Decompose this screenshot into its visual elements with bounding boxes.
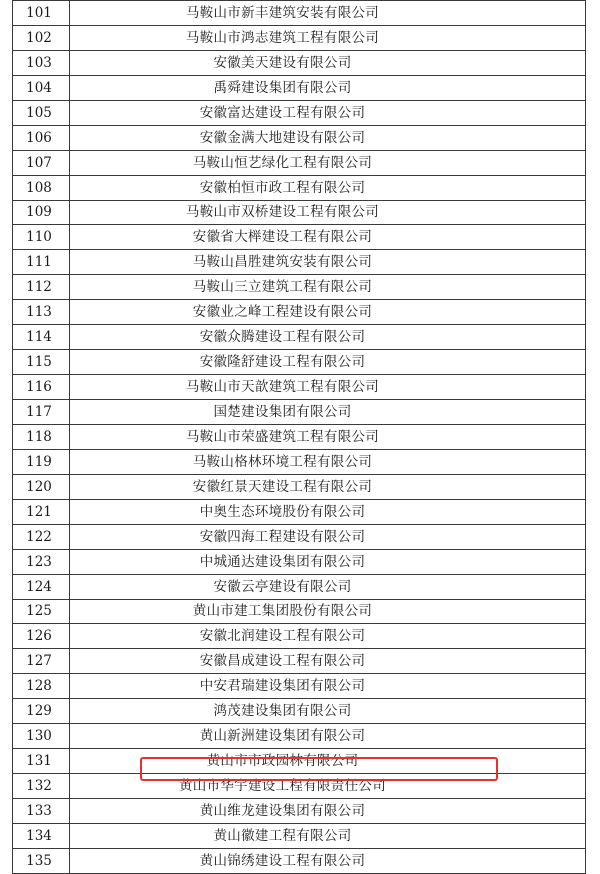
company-name-cell: 安徽四海工程建设有限公司 <box>70 524 586 549</box>
company-name-cell: 安徽柏恒市政工程有限公司 <box>70 175 586 200</box>
company-name-cell: 黄山市华宇建设工程有限责任公司 <box>70 774 586 799</box>
table-row <box>13 424 586 449</box>
company-name-cell: 安徽北润建设工程有限公司 <box>70 624 586 649</box>
table-row <box>13 250 586 275</box>
company-name-cell: 马鞍山昌胜建筑安装有限公司 <box>70 250 586 275</box>
row-number-cell: 121 <box>13 499 70 524</box>
table-row <box>13 599 586 624</box>
company-name-cell: 黄山市市政园林有限公司 <box>70 749 586 774</box>
company-name-cell: 中奥生态环境股份有限公司 <box>70 499 586 524</box>
row-number-cell: 122 <box>13 524 70 549</box>
company-list-body <box>13 1 586 874</box>
table-row <box>13 449 586 474</box>
row-number-cell: 116 <box>13 375 70 400</box>
table-row <box>13 724 586 749</box>
row-number-cell: 110 <box>13 225 70 250</box>
table-row <box>13 125 586 150</box>
company-name-cell: 黄山徽建工程有限公司 <box>70 823 586 848</box>
company-name-cell: 鸿茂建设集团有限公司 <box>70 699 586 724</box>
row-number-cell: 124 <box>13 574 70 599</box>
row-number-cell: 127 <box>13 649 70 674</box>
company-name-cell: 黄山锦绣建设工程有限公司 <box>70 848 586 873</box>
row-number-cell: 111 <box>13 250 70 275</box>
row-number-cell: 118 <box>13 424 70 449</box>
table-row <box>13 649 586 674</box>
company-name-cell: 安徽云亭建设有限公司 <box>70 574 586 599</box>
table-row <box>13 375 586 400</box>
company-name-cell: 黄山市建工集团股份有限公司 <box>70 599 586 624</box>
row-number-cell: 112 <box>13 275 70 300</box>
row-number-cell: 128 <box>13 674 70 699</box>
company-name-cell: 马鞍山市天歆建筑工程有限公司 <box>70 375 586 400</box>
row-number-cell: 114 <box>13 325 70 350</box>
table-row <box>13 400 586 425</box>
row-number-cell: 132 <box>13 774 70 799</box>
table-row <box>13 624 586 649</box>
company-name-cell: 马鞍山市双桥建设工程有限公司 <box>70 200 586 225</box>
table-row <box>13 1 586 26</box>
row-number-cell: 102 <box>13 25 70 50</box>
company-name-cell: 中城通达建设集团有限公司 <box>70 549 586 574</box>
row-number-cell: 120 <box>13 474 70 499</box>
company-name-cell: 安徽金满大地建设有限公司 <box>70 125 586 150</box>
company-name-cell: 马鞍山市鸿志建筑工程有限公司 <box>70 25 586 50</box>
company-name-cell: 安徽业之峰工程建设有限公司 <box>70 300 586 325</box>
table-row <box>13 574 586 599</box>
row-number-cell: 131 <box>13 749 70 774</box>
table-row <box>13 225 586 250</box>
row-number-cell: 126 <box>13 624 70 649</box>
company-name-cell: 安徽美天建设有限公司 <box>70 50 586 75</box>
company-name-cell: 黄山维龙建设集团有限公司 <box>70 799 586 824</box>
table-row <box>13 350 586 375</box>
row-number-cell: 135 <box>13 848 70 873</box>
company-name-cell: 安徽红景天建设工程有限公司 <box>70 474 586 499</box>
table-row <box>13 699 586 724</box>
table-row <box>13 300 586 325</box>
row-number-cell: 125 <box>13 599 70 624</box>
table-row <box>13 150 586 175</box>
row-number-cell: 103 <box>13 50 70 75</box>
row-number-cell: 105 <box>13 100 70 125</box>
company-list-table <box>12 0 586 874</box>
table-row <box>13 100 586 125</box>
table-row <box>13 325 586 350</box>
row-number-cell: 129 <box>13 699 70 724</box>
table-row <box>13 749 586 774</box>
company-name-cell: 安徽隆舒建设工程有限公司 <box>70 350 586 375</box>
row-number-cell: 101 <box>13 1 70 26</box>
row-number-cell: 134 <box>13 823 70 848</box>
table-row <box>13 50 586 75</box>
row-number-cell: 119 <box>13 449 70 474</box>
table-row <box>13 275 586 300</box>
row-number-cell: 113 <box>13 300 70 325</box>
company-name-cell: 安徽众腾建设工程有限公司 <box>70 325 586 350</box>
row-number-cell: 130 <box>13 724 70 749</box>
table-row <box>13 848 586 873</box>
company-name-cell: 安徽省大榉建设工程有限公司 <box>70 225 586 250</box>
table-row <box>13 200 586 225</box>
row-number-cell: 123 <box>13 549 70 574</box>
table-row <box>13 799 586 824</box>
company-name-cell: 安徽昌成建设工程有限公司 <box>70 649 586 674</box>
table-row <box>13 75 586 100</box>
table-row <box>13 499 586 524</box>
company-name-cell: 国楚建设集团有限公司 <box>70 400 586 425</box>
row-number-cell: 117 <box>13 400 70 425</box>
table-row <box>13 774 586 799</box>
row-number-cell: 133 <box>13 799 70 824</box>
table-row <box>13 674 586 699</box>
company-name-cell: 马鞍山市荣盛建筑工程有限公司 <box>70 424 586 449</box>
row-number-cell: 115 <box>13 350 70 375</box>
company-name-cell: 马鞍山市新丰建筑安装有限公司 <box>70 1 586 26</box>
row-number-cell: 106 <box>13 125 70 150</box>
company-name-cell: 马鞍山格林环境工程有限公司 <box>70 449 586 474</box>
company-name-cell: 安徽富达建设工程有限公司 <box>70 100 586 125</box>
table-row <box>13 524 586 549</box>
company-list-table-wrap <box>12 0 585 874</box>
company-name-cell: 黄山新洲建设集团有限公司 <box>70 724 586 749</box>
table-row <box>13 175 586 200</box>
company-name-cell: 禹舜建设集团有限公司 <box>70 75 586 100</box>
table-row <box>13 823 586 848</box>
row-number-cell: 108 <box>13 175 70 200</box>
company-name-cell: 马鞍山三立建筑工程有限公司 <box>70 275 586 300</box>
table-row <box>13 25 586 50</box>
table-row <box>13 549 586 574</box>
row-number-cell: 104 <box>13 75 70 100</box>
company-name-cell: 中安君瑞建设集团有限公司 <box>70 674 586 699</box>
row-number-cell: 107 <box>13 150 70 175</box>
row-number-cell: 109 <box>13 200 70 225</box>
table-row <box>13 474 586 499</box>
company-name-cell: 马鞍山恒艺绿化工程有限公司 <box>70 150 586 175</box>
